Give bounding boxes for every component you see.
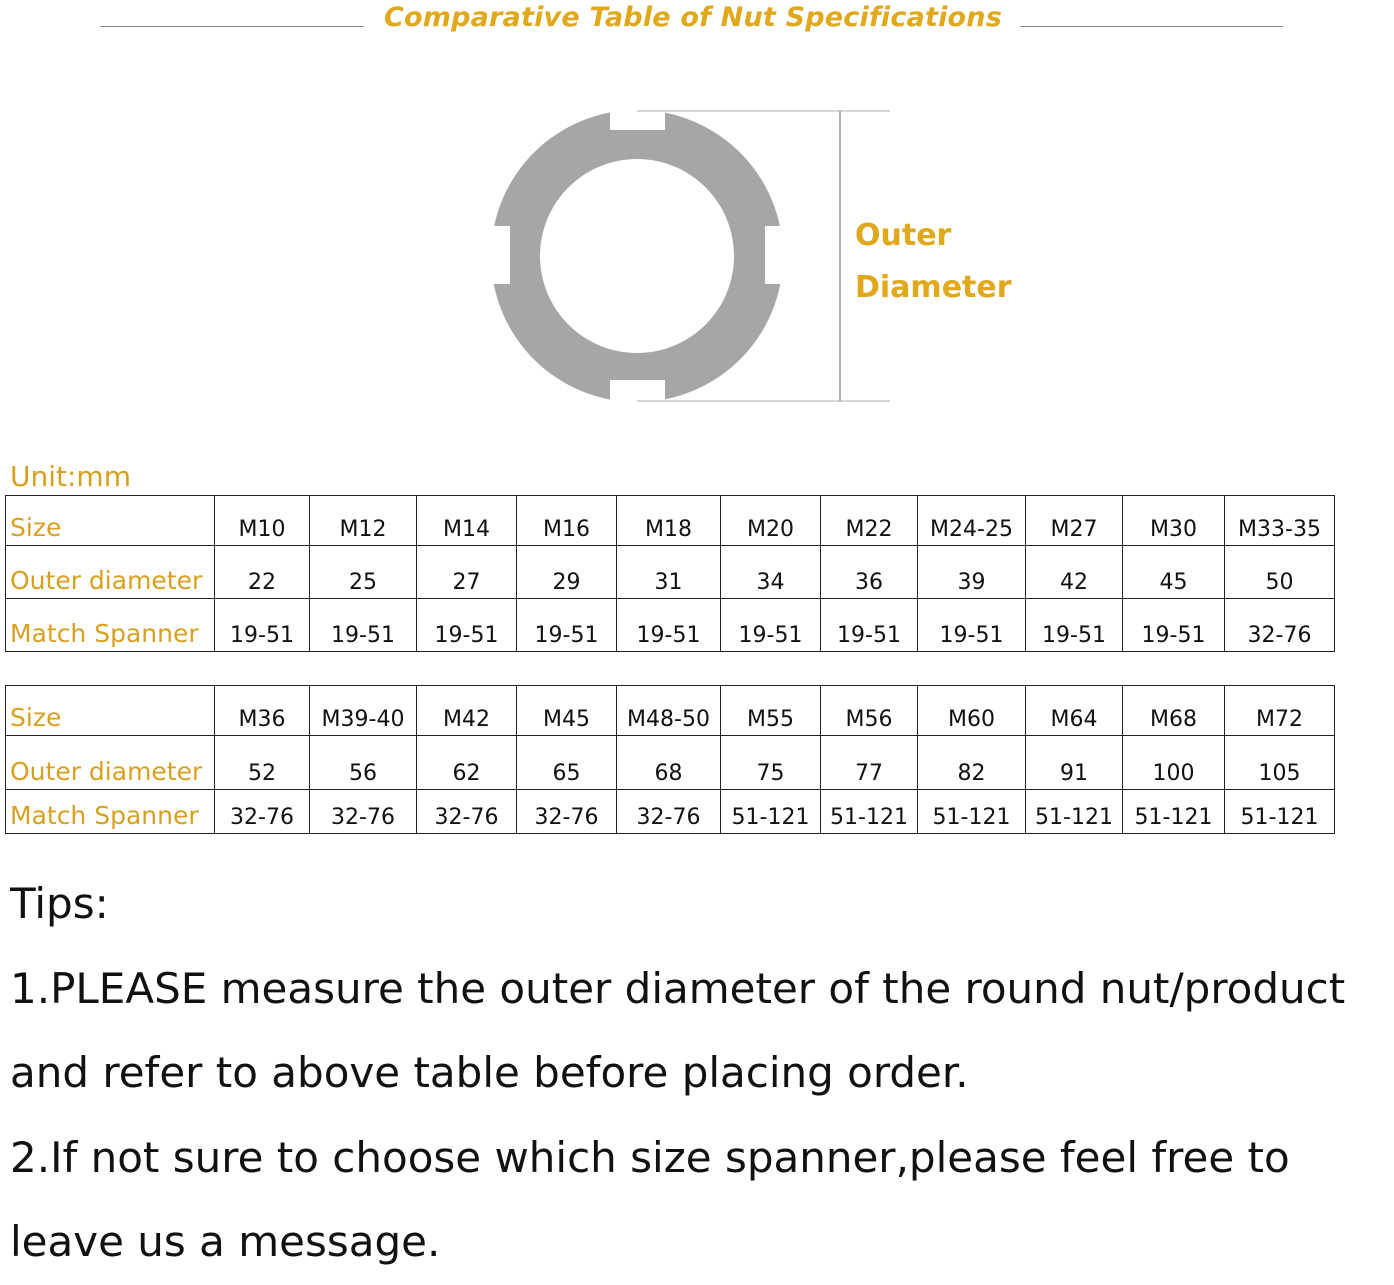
match-spanner-cell: 32-76 bbox=[215, 790, 310, 834]
tips-line: leave us a message. bbox=[10, 1217, 441, 1266]
match-spanner-cell: 19-51 bbox=[517, 599, 617, 652]
size-cell: M20 bbox=[721, 496, 821, 546]
outer-diameter-cell: 91 bbox=[1026, 736, 1123, 790]
match-spanner-row bbox=[6, 790, 1335, 834]
size-cell: M36 bbox=[215, 686, 310, 736]
size-cell: M72 bbox=[1225, 686, 1335, 736]
outer-diameter-label-line2: Diameter bbox=[855, 270, 1012, 305]
match-spanner-cell: 19-51 bbox=[821, 599, 918, 652]
tips-section bbox=[10, 862, 1394, 1285]
outer-diameter-cell: 29 bbox=[517, 546, 617, 599]
size-cell: M12 bbox=[310, 496, 417, 546]
match-spanner-cell: 19-51 bbox=[1026, 599, 1123, 652]
match-spanner-cell: 32-76 bbox=[1225, 599, 1335, 652]
size-row-header: Size bbox=[6, 496, 215, 546]
outer-diameter-label-line1: Outer bbox=[855, 218, 952, 253]
spec-table-1 bbox=[5, 495, 1335, 652]
size-cell: M14 bbox=[417, 496, 517, 546]
round-nut-diagram bbox=[480, 100, 910, 420]
match-spanner-cell: 51-121 bbox=[1225, 790, 1335, 834]
match-spanner-cell: 51-121 bbox=[918, 790, 1026, 834]
outer-diameter-cell: 50 bbox=[1225, 546, 1335, 599]
size-cell: M22 bbox=[821, 496, 918, 546]
size-cell: M10 bbox=[215, 496, 310, 546]
size-cell: M27 bbox=[1026, 496, 1123, 546]
unit-label: Unit:mm bbox=[10, 460, 131, 493]
match-spanner-row-header: Match Spanner bbox=[6, 790, 215, 834]
outer-diameter-cell: 27 bbox=[417, 546, 517, 599]
outer-diameter-cell: 68 bbox=[617, 736, 721, 790]
outer-diameter-row-header: Outer diameter bbox=[6, 546, 215, 599]
match-spanner-cell: 19-51 bbox=[215, 599, 310, 652]
outer-diameter-label bbox=[855, 210, 1012, 314]
size-cell: M68 bbox=[1123, 686, 1225, 736]
size-cell: M64 bbox=[1026, 686, 1123, 736]
size-cell: M30 bbox=[1123, 496, 1225, 546]
size-cell: M42 bbox=[417, 686, 517, 736]
tips-line: 1.PLEASE measure the outer diameter of the round nut/product bbox=[10, 963, 1346, 1013]
match-spanner-cell: 19-51 bbox=[617, 599, 721, 652]
match-spanner-cell: 19-51 bbox=[721, 599, 821, 652]
outer-diameter-cell: 39 bbox=[918, 546, 1026, 599]
outer-diameter-cell: 56 bbox=[310, 736, 417, 790]
tips-line: 2.If not sure to choose which size spanner,please feel free to bbox=[10, 1132, 1290, 1182]
size-cell: M56 bbox=[821, 686, 918, 736]
outer-diameter-cell: 42 bbox=[1026, 546, 1123, 599]
match-spanner-cell: 32-76 bbox=[517, 790, 617, 834]
size-row-header: Size bbox=[6, 686, 215, 736]
match-spanner-cell: 19-51 bbox=[310, 599, 417, 652]
match-spanner-cell: 32-76 bbox=[617, 790, 721, 834]
outer-diameter-cell: 75 bbox=[721, 736, 821, 790]
size-row bbox=[6, 496, 1335, 546]
outer-diameter-cell: 105 bbox=[1225, 736, 1335, 790]
match-spanner-cell: 19-51 bbox=[1123, 599, 1225, 652]
size-cell: M33-35 bbox=[1225, 496, 1335, 546]
page-title: Comparative Table of Nut Specifications bbox=[384, 2, 1002, 33]
outer-diameter-cell: 31 bbox=[617, 546, 721, 599]
match-spanner-cell: 51-121 bbox=[721, 790, 821, 834]
outer-diameter-cell: 100 bbox=[1123, 736, 1225, 790]
outer-diameter-cell: 52 bbox=[215, 736, 310, 790]
match-spanner-cell: 32-76 bbox=[417, 790, 517, 834]
outer-diameter-cell: 45 bbox=[1123, 546, 1225, 599]
tips-line: and refer to above table before placing order. bbox=[10, 1048, 969, 1097]
outer-diameter-cell: 65 bbox=[517, 736, 617, 790]
spec-table-2 bbox=[5, 685, 1335, 834]
size-cell: M48-50 bbox=[617, 686, 721, 736]
outer-diameter-cell: 25 bbox=[310, 546, 417, 599]
size-cell: M24-25 bbox=[918, 496, 1026, 546]
outer-diameter-cell: 77 bbox=[821, 736, 918, 790]
match-spanner-cell: 19-51 bbox=[417, 599, 517, 652]
outer-diameter-cell: 22 bbox=[215, 546, 310, 599]
size-cell: M45 bbox=[517, 686, 617, 736]
match-spanner-cell: 51-121 bbox=[1026, 790, 1123, 834]
size-cell: M39-40 bbox=[310, 686, 417, 736]
size-cell: M60 bbox=[918, 686, 1026, 736]
outer-diameter-cell: 62 bbox=[417, 736, 517, 790]
title-rule-left bbox=[100, 26, 364, 27]
size-cell: M16 bbox=[517, 496, 617, 546]
outer-diameter-row-header: Outer diameter bbox=[6, 736, 215, 790]
outer-diameter-cell: 34 bbox=[721, 546, 821, 599]
size-row bbox=[6, 686, 1335, 736]
match-spanner-cell: 19-51 bbox=[918, 599, 1026, 652]
match-spanner-row-header: Match Spanner bbox=[6, 599, 215, 652]
outer-diameter-cell: 82 bbox=[918, 736, 1026, 790]
match-spanner-cell: 51-121 bbox=[1123, 790, 1225, 834]
match-spanner-row bbox=[6, 599, 1335, 652]
tips-heading: Tips: bbox=[10, 879, 109, 928]
title-rule-right bbox=[1020, 26, 1283, 27]
size-cell: M55 bbox=[721, 686, 821, 736]
size-cell: M18 bbox=[617, 496, 721, 546]
outer-diameter-row bbox=[6, 736, 1335, 790]
match-spanner-cell: 32-76 bbox=[310, 790, 417, 834]
nut-shape bbox=[491, 110, 783, 402]
match-spanner-cell: 51-121 bbox=[821, 790, 918, 834]
outer-diameter-row bbox=[6, 546, 1335, 599]
outer-diameter-cell: 36 bbox=[821, 546, 918, 599]
